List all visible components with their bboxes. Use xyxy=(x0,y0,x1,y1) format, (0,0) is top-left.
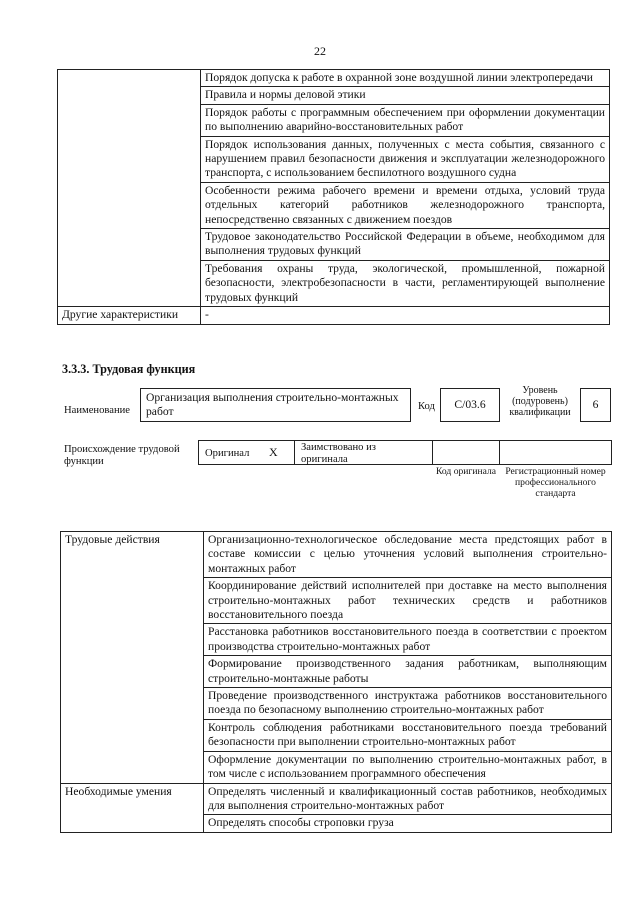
knowledge-row: Порядок использования данных, полученных с места события, связанного с нарушением правил безопасности движения и эксплуатации железнодорожного транспорта, с использованием беспилотного воздушного судна xyxy=(201,136,610,182)
action-row: Координирование действий исполнителей при доставке на место выполнения строительно-монтажных работ технических средств и работников восстановительного поезда xyxy=(204,578,612,624)
actions-label: Трудовые действия xyxy=(61,532,204,784)
level-value-box xyxy=(580,388,611,422)
action-row: Проведение производственного инструктажа работников восстановительного поезда по безопасному выполнению строительно-монтажных работ xyxy=(204,688,612,720)
action-row: Контроль соблюдения работниками восстановительного поезда требований безопасности при выполнении строительно-монтажных работ xyxy=(204,719,612,751)
borrowed-label: Заимствовано из оригинала xyxy=(301,442,376,465)
original-label: Оригинал xyxy=(205,448,250,459)
knowledge-label-cell xyxy=(58,70,201,307)
origin-label: Происхождение трудовой функции xyxy=(64,444,180,467)
knowledge-row: Порядок допуска к работе в охранной зоне воздушной линии электропередачи xyxy=(201,70,610,87)
actions-table xyxy=(60,531,612,833)
original-mark: X xyxy=(269,445,278,459)
other-characteristics-value: - xyxy=(201,307,610,324)
other-characteristics-label: Другие характеристики xyxy=(58,307,201,324)
action-row: Оформление документации по выполнению строительно-монтажных работ, в том числе с использованием программного обеспечения xyxy=(204,751,612,783)
action-row: Организационно-технологическое обследование места предстоящих работ в составе комиссии с целью уточнения условий выполнения строительно-монтажных работ xyxy=(204,532,612,578)
knowledge-row: Особенности режима рабочего времени и времени отдыха, условий труда отдельных категорий работников железнодорожного транспорта, непосредственно связанных с движением поездов xyxy=(201,182,610,228)
original-cell xyxy=(198,440,295,465)
level-label: Уровень (подуровень) квалификации xyxy=(509,385,571,418)
knowledge-row: Требования охраны труда, экологической, промышленной, пожарной безопасности, электробезопасности в части, регламентирующей выполнение трудовых функций xyxy=(201,260,610,306)
section-title: 3.3.3. Трудовая функция xyxy=(62,362,196,376)
code-original-label: Код оригинала xyxy=(435,466,497,477)
name-label: Наименование xyxy=(64,405,130,416)
knowledge-row: Трудовое законодательство Российской Федерации в объеме, необходимом для выполнения трудовых функций xyxy=(201,229,610,261)
action-row: Формирование производственного задания работникам, выполняющим строительно-монтажные работы xyxy=(204,656,612,688)
code-value: C/03.6 xyxy=(454,398,486,411)
page-number: 22 xyxy=(314,44,326,58)
skill-row: Определять способы строповки груза xyxy=(204,815,612,832)
level-value: 6 xyxy=(592,398,599,411)
skill-row: Определять численный и квалификационный состав работников, необходимых для выполнения строительно-монтажных работ xyxy=(204,783,612,815)
knowledge-table xyxy=(57,69,610,325)
skills-label: Необходимые умения xyxy=(61,783,204,832)
code-value-box xyxy=(440,388,500,422)
reg-number-label: Регистрационный номер профессионального стандарта xyxy=(505,466,606,499)
borrowed-cell xyxy=(294,440,433,465)
knowledge-row: Порядок работы с программным обеспечением при оформлении документации по выполнению аварийно-восстановительных работ xyxy=(201,104,610,136)
code-label: Код xyxy=(418,401,435,412)
code-original-cell xyxy=(432,440,500,465)
name-value: Организация выполнения строительно-монтажных работ xyxy=(146,391,399,418)
knowledge-row: Правила и нормы деловой этики xyxy=(201,87,610,104)
reg-number-cell xyxy=(499,440,612,465)
name-value-box xyxy=(140,388,411,422)
action-row: Расстановка работников восстановительного поезда в соответствии с проектом производства строительно-монтажных работ xyxy=(204,624,612,656)
